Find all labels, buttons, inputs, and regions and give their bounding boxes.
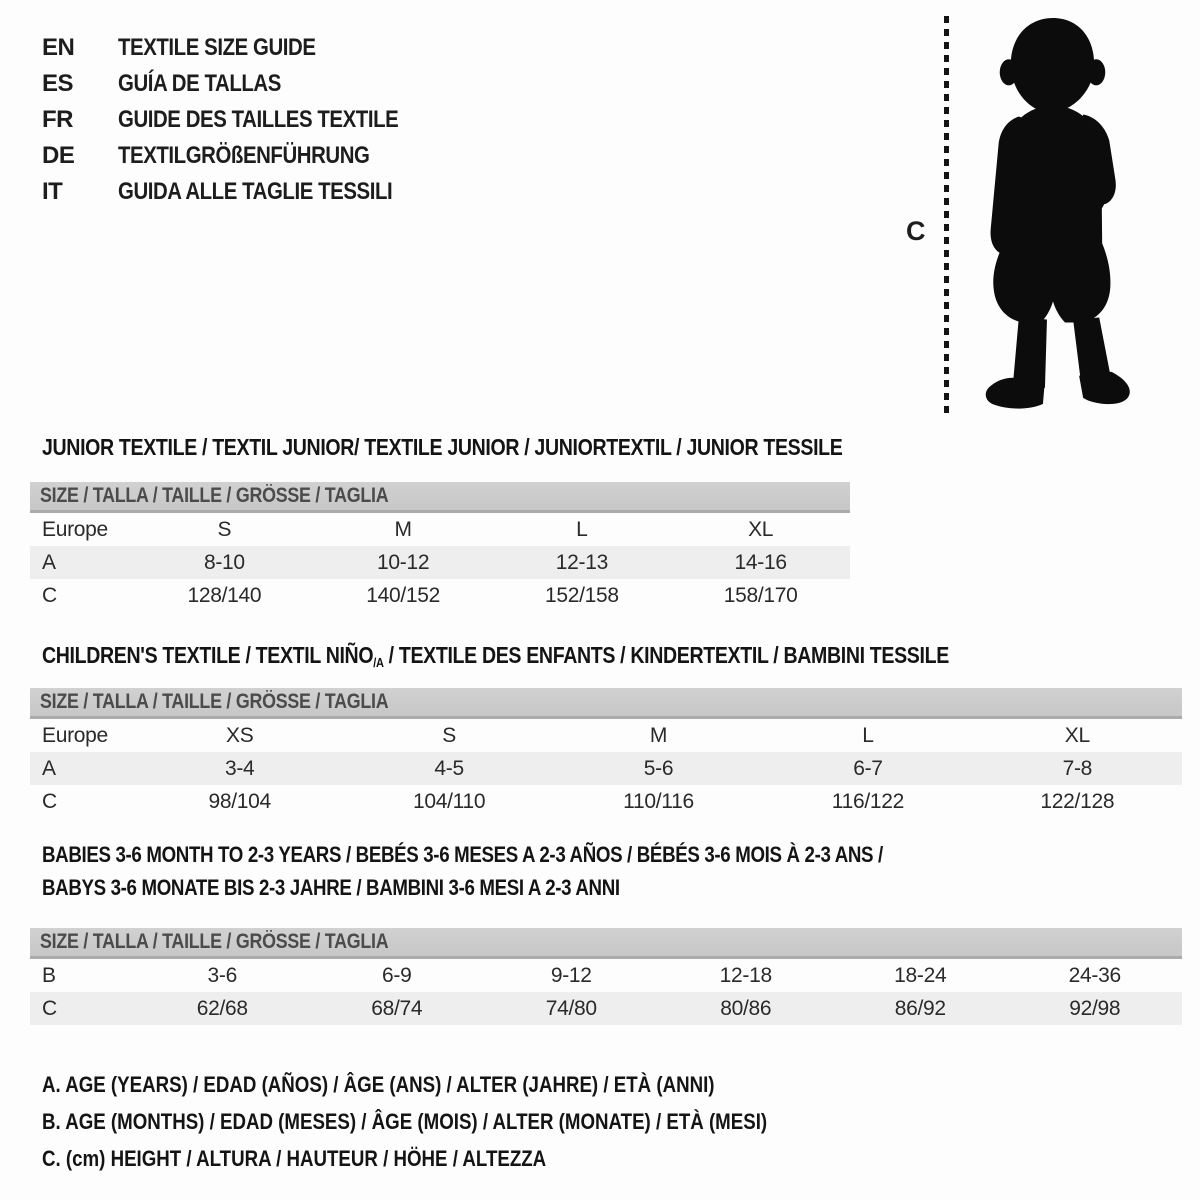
- footnote-age-years: A. AGE (YEARS) / EDAD (AÑOS) / ÂGE (ANS) / ALTER (JAHRE) / ETÀ (ANNI): [42, 1072, 715, 1097]
- language-row-de: [42, 138, 448, 174]
- row-label: B: [42, 963, 56, 987]
- baby-silhouette-icon: [958, 10, 1150, 420]
- children-section-title: CHILDREN'S TEXTILE / TEXTIL NIÑO/A / TEXTILE DES ENFANTS / KINDERTEXTIL / BAMBINI TESSILE: [42, 642, 949, 670]
- size-cell: XS: [225, 723, 254, 747]
- babies-section-title-line2: BABYS 3-6 MONATE BIS 2-3 JAHRE / BAMBINI 3-6 MESI A 2-3 ANNI: [42, 875, 620, 900]
- size-cell: S: [217, 517, 232, 541]
- size-header-bar: SIZE / TALLA / TAILLE / GRÖSSE / TAGLIA: [30, 688, 1182, 719]
- junior-size-table: [30, 482, 850, 612]
- value-cell: 152/158: [544, 583, 619, 607]
- value-cell: 116/122: [831, 789, 905, 813]
- table-header-row: [30, 513, 850, 546]
- language-row-fr: [42, 102, 448, 138]
- nino-a-subscript: /A: [373, 655, 384, 670]
- value-cell: 10-12: [377, 550, 430, 574]
- value-cell: 74/80: [545, 996, 597, 1020]
- value-cell: 12-18: [719, 963, 772, 987]
- language-title: GUÍA DE TALLAS: [118, 70, 281, 97]
- size-cell: XL: [748, 517, 774, 541]
- junior-section-title: JUNIOR TEXTILE / TEXTIL JUNIOR/ TEXTILE JUNIOR / JUNIORTEXTIL / JUNIOR TESSILE: [42, 434, 843, 460]
- value-cell: 92/98: [1069, 996, 1121, 1020]
- size-cell: M: [394, 517, 412, 541]
- table-row-height: [30, 785, 1182, 818]
- size-cell: XL: [1064, 723, 1090, 747]
- language-title: GUIDA ALLE TAGLIE TESSILI: [118, 178, 393, 205]
- row-label: Europe: [42, 723, 108, 747]
- table-header-row: [30, 719, 1182, 752]
- row-label: C: [42, 996, 57, 1020]
- value-cell: 6-9: [382, 963, 412, 987]
- value-cell: 5-6: [643, 756, 674, 780]
- language-row-es: [42, 66, 448, 102]
- value-cell: 98/104: [208, 789, 271, 813]
- babies-size-table: [30, 928, 1182, 1025]
- row-label: C: [42, 789, 57, 813]
- language-code: IT: [42, 178, 63, 205]
- language-title: TEXTILE SIZE GUIDE: [118, 34, 316, 61]
- value-cell: 140/152: [366, 583, 441, 607]
- height-measure-line: [944, 16, 949, 416]
- size-cell: M: [649, 723, 668, 747]
- table-row-months: [30, 959, 1182, 992]
- language-code: EN: [42, 34, 75, 61]
- children-size-table: [30, 688, 1182, 818]
- footnote-age-months: B. AGE (MONTHS) / EDAD (MESES) / ÂGE (MOIS) / ALTER (MONATE) / ETÀ (MESI): [42, 1109, 768, 1134]
- measure-label-c: C: [906, 216, 926, 246]
- value-cell: 14-16: [734, 550, 787, 574]
- value-cell: 128/140: [187, 583, 262, 607]
- value-cell: 86/92: [894, 996, 946, 1020]
- row-label: A: [42, 756, 56, 780]
- table-row-height: [30, 992, 1182, 1025]
- size-cell: L: [862, 723, 874, 747]
- language-list: [42, 30, 448, 210]
- size-cell: S: [442, 723, 456, 747]
- value-cell: 3-4: [224, 756, 255, 780]
- value-cell: 3-6: [207, 963, 237, 987]
- value-cell: 8-10: [203, 550, 245, 574]
- footnote-height-cm: C. (cm) HEIGHT / ALTURA / HAUTEUR / HÖHE / ALTEZZA: [42, 1146, 547, 1171]
- value-cell: 6-7: [853, 756, 883, 780]
- value-cell: 110/116: [623, 789, 694, 813]
- value-cell: 9-12: [550, 963, 592, 987]
- language-title: TEXTILGRÖßENFÜHRUNG: [118, 142, 370, 169]
- size-cell: L: [576, 517, 588, 541]
- value-cell: 4-5: [434, 756, 464, 780]
- row-label: Europe: [42, 517, 108, 541]
- value-cell: 7-8: [1062, 756, 1093, 780]
- value-cell: 12-13: [555, 550, 608, 574]
- language-code: ES: [42, 70, 74, 97]
- size-header-bar: SIZE / TALLA / TAILLE / GRÖSSE / TAGLIA: [30, 928, 1182, 959]
- value-cell: 122/128: [1040, 789, 1115, 813]
- table-row-age: [30, 752, 1182, 785]
- value-cell: 24-36: [1068, 963, 1121, 987]
- value-cell: 18-24: [894, 963, 947, 987]
- value-cell: 158/170: [723, 583, 798, 607]
- table-row-age: [30, 546, 850, 579]
- value-cell: 80/86: [720, 996, 772, 1020]
- value-cell: 104/110: [412, 789, 486, 813]
- value-cell: 62/68: [196, 996, 248, 1020]
- language-title: GUIDE DES TAILLES TEXTILE: [118, 106, 399, 133]
- table-row-height: [30, 579, 850, 612]
- size-header-bar: SIZE / TALLA / TAILLE / GRÖSSE / TAGLIA: [30, 482, 850, 513]
- row-label: C: [42, 583, 57, 607]
- value-cell: 68/74: [371, 996, 423, 1020]
- footnotes: [42, 1066, 895, 1177]
- language-row-it: [42, 174, 448, 210]
- language-row-en: [42, 30, 448, 66]
- language-code: FR: [42, 106, 73, 133]
- babies-section-title-line1: BABIES 3-6 MONTH TO 2-3 YEARS / BEBÉS 3-6 MESES A 2-3 AÑOS / BÉBÉS 3-6 MOIS À 2-3 ANS /: [42, 842, 883, 867]
- language-code: DE: [42, 142, 75, 169]
- row-label: A: [42, 550, 56, 574]
